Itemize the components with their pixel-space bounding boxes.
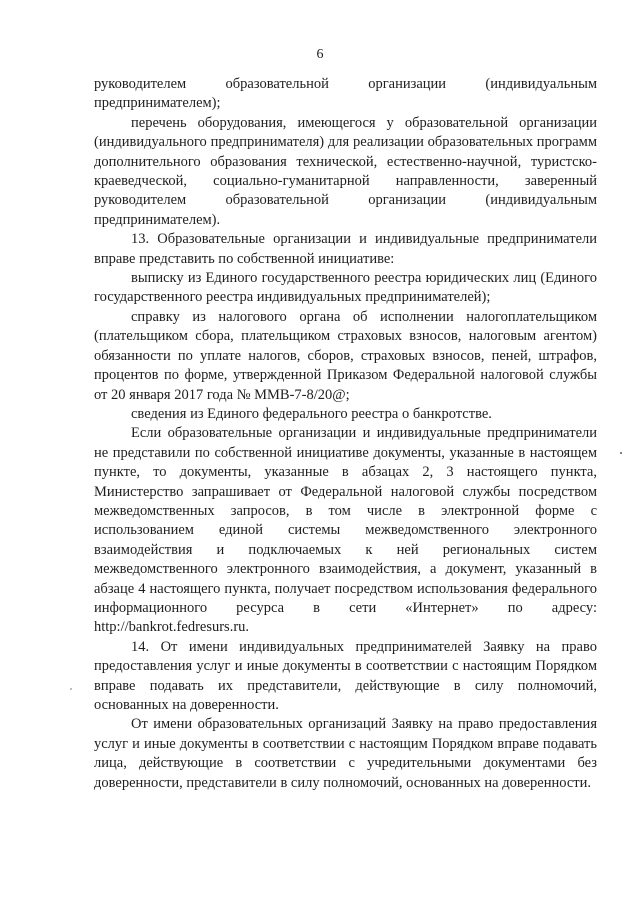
paragraph-clause-14: 14. От имени индивидуальных предпринимателей Заявку на право предоставления услуг и иные документы в соответствии с настоящим Порядком вправе подавать их представители, действующие в силу полномочий, основанных на доверенности. [94,638,597,713]
paragraph-organization-representatives: От имени образовательных организаций Заявку на право предоставления услуг и иные документы в соответствии с настоящим Порядком вправе подавать лица, действующие в соответствии с учредительными документами без доверенности, представители в силу полномочий, основанных на доверенности. [94,716,597,791]
paragraph-clause-13: 13. Образовательные организации и индивидуальные предприниматели вправе представить по собственной инициативе: [94,231,597,267]
scan-speck [70,688,72,690]
paragraph-equipment-list: перечень оборудования, имеющегося у образовательной организации (индивидуального предпринимателя) для реализации образовательных программ дополнительного образования технической, естественно-научной, туристско-краеведческой, социально-гуманитарной направленности, заверенный руководителем образовательной организации (индивидуальным предпринимателем). [94,114,597,228]
paragraph-registry-extract: выписку из Единого государственного реестра юридических лиц (Единого государственного реестра индивидуальных предпринимателей); [94,270,597,306]
page-number: 6 [316,47,324,62]
paragraph-interagency-requests: Если образовательные организации и индивидуальные предприниматели не представили по собственной инициативе документы, указанные в настоящем пункте, то документы, указанные в абзацах 2, 3 настоящего пункта, Министерство запрашивает от Федеральной налоговой службы посредством межведомственных запросов, в том числе в электронной форме с использованием единой системы межведомственного электронного взаимодействия и подключаемых к ней региональных систем межведомственного электронного взаимодействия, а документ, указанный в абзаце 4 настоящего пункта, получает посредством использования федерального информационного ресурса в сети «Интернет» по адресу: http://bankrot.fedresurs.ru. [94,425,597,636]
paragraph-continuation: руководителем образовательной организации (индивидуальным предпринимателем); [94,76,597,112]
scan-speck [620,452,622,454]
document-body [94,75,597,793]
paragraph-bankruptcy-info: сведения из Единого федерального реестра о банкротстве. [131,405,492,422]
paragraph-tax-certificate: справку из налогового органа об исполнении налогоплательщиком (плательщиком сбора, плательщиком страховых взносов, налоговым агентом) обязанности по уплате налогов, сборов, страховых взносов, пеней, штрафов, процентов по форме, утвержденной Приказом Федеральной налоговой службы от 20 января 2017 года № ММВ-7-8/20@; [94,308,597,403]
